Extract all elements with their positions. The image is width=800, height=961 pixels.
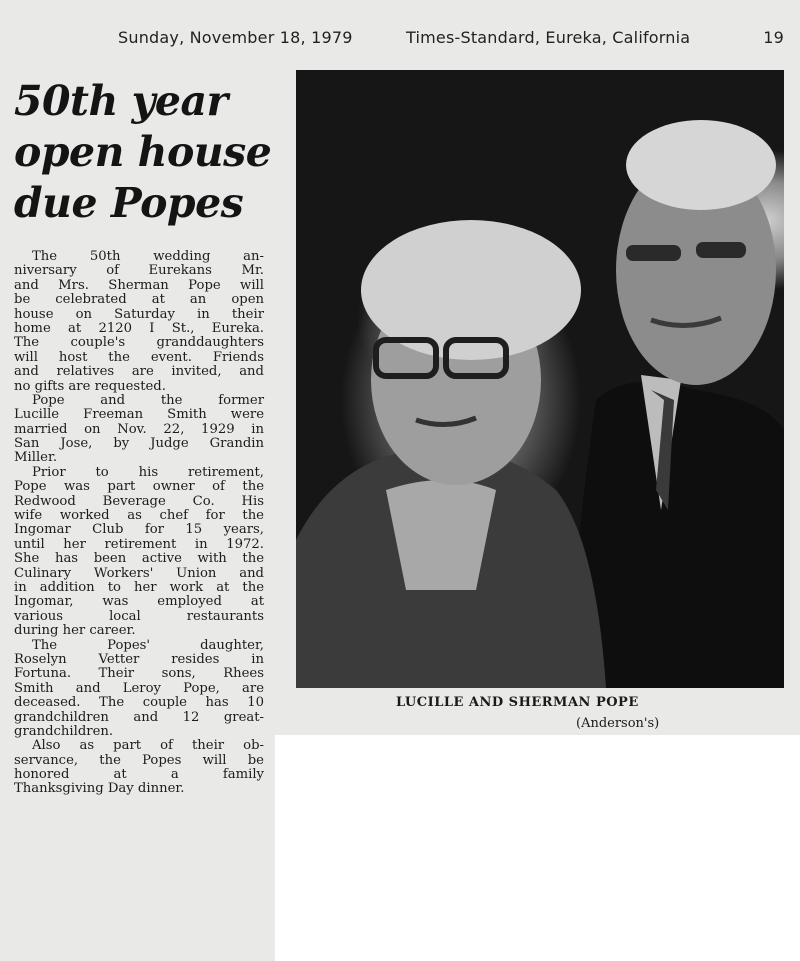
- story-line: The 50th wedding an-: [32, 249, 264, 264]
- story-line: and Mrs. Sherman Pope will: [14, 277, 264, 293]
- photo-caption: LUCILLE AND SHERMAN POPE: [396, 695, 639, 710]
- story-line: various local restaurants: [14, 608, 264, 624]
- couple-photo: [296, 70, 784, 688]
- header-page-number: 19: [763, 28, 784, 47]
- story-line: servance, the Popes will be: [14, 752, 264, 768]
- story-line: The Popes' daughter,: [32, 637, 264, 653]
- story-line: no gifts are requested.: [14, 378, 166, 394]
- story-line: Redwood Beverage Co. His: [14, 493, 264, 509]
- story-line: and relatives are invited, and: [14, 364, 264, 380]
- story-line: until her retirement in 1972.: [14, 536, 264, 552]
- story-line: during her career.: [14, 623, 136, 639]
- story-line: Ingomar, was employed at: [14, 594, 264, 610]
- story-line: Miller.: [14, 450, 58, 466]
- story-line: married on Nov. 22, 1929 in: [14, 421, 264, 437]
- story-line: Ingomar Club for 15 years,: [14, 522, 264, 538]
- story-line: Pope and the former: [32, 392, 264, 408]
- headline-line: due Popes: [14, 179, 244, 227]
- headline-line: 50th year: [14, 77, 228, 125]
- headline-line: open house: [14, 128, 272, 176]
- story-line: The couple's granddaughters: [14, 335, 264, 351]
- story-line: Roselyn Vetter resides in: [14, 651, 264, 667]
- story-line: honored at a family: [14, 767, 264, 783]
- story-line: Fortuna. Their sons, Rhees: [14, 666, 264, 682]
- story-line: will host the event. Friends: [14, 349, 264, 365]
- story-line: Also as part of their ob-: [32, 738, 264, 754]
- photo-illustration: [296, 70, 784, 688]
- photo-credit: (Anderson's): [576, 716, 660, 731]
- story-line: grandchildren and 12 great-: [14, 709, 264, 725]
- header-paper: Times-Standard, Eureka, California: [406, 28, 691, 47]
- story-line: San Jose, by Judge Grandin: [14, 436, 264, 452]
- story-line: Lucille Freeman Smith were: [14, 407, 264, 423]
- story-body: [14, 250, 264, 797]
- story-line: be celebrated at an open: [14, 292, 264, 308]
- story-line: wife worked as chef for the: [14, 508, 264, 524]
- story-line: Smith and Leroy Pope, are: [14, 680, 264, 696]
- page-header: [118, 28, 790, 54]
- story-line: deceased. The couple has 10: [14, 695, 264, 711]
- story-line: niversary of Eurekans Mr.: [14, 263, 264, 279]
- story-line: home at 2120 I St., Eureka.: [14, 320, 264, 336]
- story-line: house on Saturday in their: [14, 306, 264, 322]
- story-line: Thanksgiving Day dinner.: [14, 781, 185, 797]
- headline: [14, 76, 284, 229]
- story-line: Prior to his retirement,: [32, 464, 264, 480]
- header-date: Sunday, November 18, 1979: [118, 28, 353, 47]
- story-line: Pope was part owner of the: [14, 479, 264, 495]
- story-line: She has been active with the: [14, 551, 264, 567]
- blank-area: [275, 735, 800, 961]
- story-line: Culinary Workers' Union and: [14, 565, 264, 581]
- story-line: grandchildren.: [14, 723, 114, 739]
- story-line: in addition to her work at the: [14, 579, 264, 595]
